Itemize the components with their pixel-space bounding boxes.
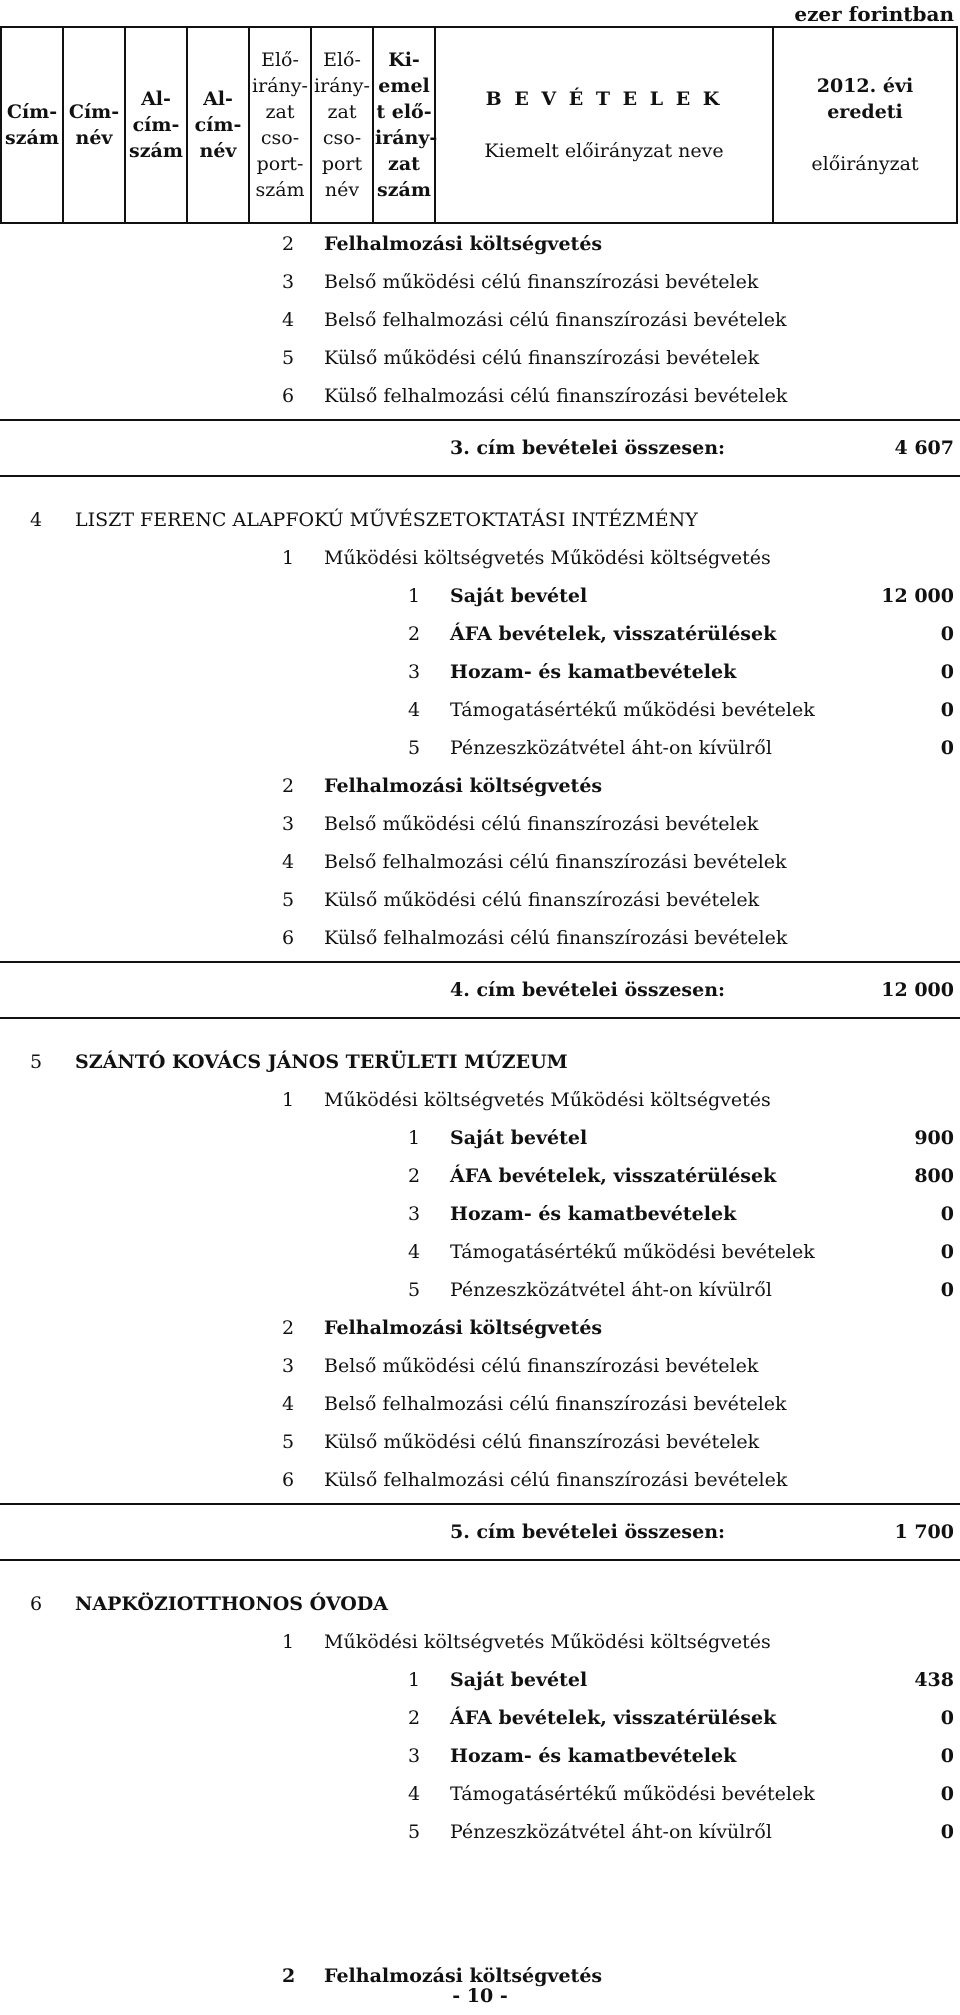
total-label: 5. cím bevételei összesen: <box>450 1521 726 1543</box>
row-number: 5 <box>282 1431 295 1453</box>
section-row <box>0 919 960 957</box>
item-number: 4 <box>408 1783 421 1805</box>
total-label: 3. cím bevételei összesen: <box>450 437 726 459</box>
row-number: 2 <box>282 1317 295 1339</box>
item-number: 2 <box>408 1707 421 1729</box>
row-label: Belső működési célú finanszírozási bevételek <box>324 1355 759 1377</box>
item-amount: 0 <box>940 1203 954 1225</box>
item-amount: 0 <box>940 737 954 759</box>
institution-row <box>0 1585 960 1623</box>
total-amount: 12 000 <box>881 979 954 1001</box>
revenue-item-row <box>0 1661 960 1699</box>
section-row <box>0 805 960 843</box>
section-row <box>0 539 960 577</box>
row-label: Működési költségvetés Működési költségvetés <box>324 1089 771 1111</box>
item-amount: 0 <box>940 1241 954 1263</box>
row-label: Működési költségvetés Működési költségvetés <box>324 1631 771 1653</box>
total-amount: 1 700 <box>894 1521 954 1543</box>
section-row <box>0 263 960 301</box>
row-label: Külső működési célú finanszírozási bevételek <box>324 347 760 369</box>
item-amount: 0 <box>940 1821 954 1843</box>
header-cimszam: Cím- szám <box>1 27 63 223</box>
section-row <box>0 843 960 881</box>
institution-row <box>0 501 960 539</box>
row-label: Külső működési célú finanszírozási bevételek <box>324 1431 760 1453</box>
section-row <box>0 301 960 339</box>
row-number: 5 <box>282 889 295 911</box>
row-label: Belső felhalmozási célú finanszírozási bevételek <box>324 1393 787 1415</box>
revenue-item-row <box>0 1157 960 1195</box>
row-number: 4 <box>282 309 295 331</box>
header-eloiranyzat-csoport-szam: Elő- irány- zat cso- port- szám <box>249 27 311 223</box>
revenue-item-row <box>0 653 960 691</box>
section-row <box>0 1623 960 1661</box>
section-row <box>0 1309 960 1347</box>
row-label: Külső működési célú finanszírozási bevételek <box>324 889 760 911</box>
table-header <box>0 26 958 224</box>
item-number: 5 <box>408 737 421 759</box>
item-amount: 0 <box>940 699 954 721</box>
section-row <box>0 767 960 805</box>
row-label: Külső felhalmozási célú finanszírozási bevételek <box>324 1469 788 1491</box>
row-number: 2 <box>282 1965 296 1987</box>
revenue-item-row <box>0 691 960 729</box>
header-bevetelek <box>435 27 773 223</box>
row-number: 6 <box>282 1469 295 1491</box>
item-number: 3 <box>408 1203 421 1225</box>
item-label: ÁFA bevételek, visszatérülések <box>450 1165 777 1187</box>
row-number: 5 <box>282 347 295 369</box>
revenue-item-row <box>0 1813 960 1851</box>
institution-name: SZÁNTÓ KOVÁCS JÁNOS TERÜLETI MÚZEUM <box>75 1051 568 1073</box>
section-row <box>0 1423 960 1461</box>
row-label: Belső működési célú finanszírozási bevételek <box>324 271 759 293</box>
revenue-item-row <box>0 1699 960 1737</box>
institution-number: 5 <box>30 1051 43 1073</box>
header-cimnev: Cím- név <box>63 27 125 223</box>
row-number: 6 <box>282 927 295 949</box>
item-amount: 12 000 <box>881 585 954 607</box>
row-number: 3 <box>282 1355 295 1377</box>
item-label: Pénzeszközátvétel áht-on kívülről <box>450 1279 772 1301</box>
spacer <box>0 477 960 501</box>
header-eloiranyzat-csoport-nev: Elő- irány- zat cso- port név <box>311 27 373 223</box>
row-label: Belső felhalmozási célú finanszírozási bevételek <box>324 309 787 331</box>
header-year-sub: előirányzat <box>811 153 919 175</box>
item-label: Saját bevétel <box>450 1127 588 1149</box>
revenue-item-row <box>0 1195 960 1233</box>
section-row <box>0 225 960 263</box>
item-number: 1 <box>408 1669 421 1691</box>
item-label: Támogatásértékű működési bevételek <box>450 1783 815 1805</box>
total-label: 4. cím bevételei összesen: <box>450 979 726 1001</box>
item-label: ÁFA bevételek, visszatérülések <box>450 1707 777 1729</box>
item-label: Pénzeszközátvétel áht-on kívülről <box>450 737 772 759</box>
institution-number: 4 <box>30 509 43 531</box>
row-label: Külső felhalmozási célú finanszírozási bevételek <box>324 927 788 949</box>
row-label: Felhalmozási költségvetés <box>324 1965 603 1987</box>
row-number: 1 <box>282 1631 295 1653</box>
item-number: 4 <box>408 699 421 721</box>
unit-label: ezer forintban <box>794 2 954 26</box>
header-alcimnev: Al- cím- név <box>187 27 249 223</box>
item-amount: 0 <box>940 1279 954 1301</box>
institution-name: LISZT FERENC ALAPFOKÚ MŰVÉSZETOKTATÁSI INTÉZMÉNY <box>75 509 698 531</box>
row-label: Felhalmozási költségvetés <box>324 1317 603 1339</box>
item-label: Támogatásértékű működési bevételek <box>450 699 815 721</box>
institution-name: NAPKÖZIOTTHONOS ÓVODA <box>75 1593 389 1615</box>
row-number: 2 <box>282 233 295 255</box>
item-label: ÁFA bevételek, visszatérülések <box>450 623 777 645</box>
revenue-item-row <box>0 1119 960 1157</box>
item-number: 1 <box>408 1127 421 1149</box>
item-number: 3 <box>408 661 421 683</box>
spacer <box>0 1019 960 1043</box>
row-label: Belső működési célú finanszírozási bevételek <box>324 813 759 835</box>
row-number: 3 <box>282 271 295 293</box>
table-body <box>0 225 960 1851</box>
item-label: Pénzeszközátvétel áht-on kívülről <box>450 1821 772 1843</box>
revenue-item-row <box>0 1737 960 1775</box>
item-amount: 438 <box>914 1669 954 1691</box>
item-label: Hozam- és kamatbevételek <box>450 1203 737 1225</box>
item-amount: 900 <box>914 1127 954 1149</box>
row-number: 4 <box>282 851 295 873</box>
item-label: Támogatásértékű működési bevételek <box>450 1241 815 1263</box>
item-number: 3 <box>408 1745 421 1767</box>
item-label: Hozam- és kamatbevételek <box>450 661 737 683</box>
item-amount: 0 <box>940 1707 954 1729</box>
row-number: 1 <box>282 547 295 569</box>
total-row <box>0 1503 960 1561</box>
row-label: Külső felhalmozási célú finanszírozási bevételek <box>324 385 788 407</box>
page-number: - 10 - <box>452 1985 508 2007</box>
revenue-item-row <box>0 729 960 767</box>
section-row <box>0 881 960 919</box>
section-row <box>0 1347 960 1385</box>
item-number: 2 <box>408 1165 421 1187</box>
total-amount: 4 607 <box>894 437 954 459</box>
row-number: 4 <box>282 1393 295 1415</box>
item-label: Saját bevétel <box>450 585 588 607</box>
header-alcimszam: Al- cím- szám <box>125 27 187 223</box>
item-number: 4 <box>408 1241 421 1263</box>
item-number: 5 <box>408 1821 421 1843</box>
section-row <box>0 377 960 415</box>
revenue-item-row <box>0 577 960 615</box>
item-amount: 800 <box>914 1165 954 1187</box>
section-row <box>0 1081 960 1119</box>
revenue-item-row <box>0 1271 960 1309</box>
total-row <box>0 419 960 477</box>
item-label: Hozam- és kamatbevételek <box>450 1745 737 1767</box>
header-year: 2012. évi eredeti <box>816 75 914 123</box>
item-amount: 0 <box>940 1783 954 1805</box>
revenue-item-row <box>0 1775 960 1813</box>
total-row <box>0 961 960 1019</box>
item-number: 2 <box>408 623 421 645</box>
item-label: Saját bevétel <box>450 1669 588 1691</box>
section-row <box>0 339 960 377</box>
item-number: 5 <box>408 1279 421 1301</box>
row-number: 3 <box>282 813 295 835</box>
row-number: 2 <box>282 775 295 797</box>
institution-row <box>0 1043 960 1081</box>
row-number: 1 <box>282 1089 295 1111</box>
item-amount: 0 <box>940 1745 954 1767</box>
header-kiemelt-szam: Ki- emel t elő- irány- zat szám <box>373 27 435 223</box>
header-bevetelek-title: B E V É T E L E K <box>485 88 723 110</box>
row-label: Felhalmozási költségvetés <box>324 233 603 255</box>
header-bevetelek-subtitle: Kiemelt előirányzat neve <box>484 140 724 162</box>
row-label: Működési költségvetés Működési költségvetés <box>324 547 771 569</box>
institution-number: 6 <box>30 1593 43 1615</box>
item-amount: 0 <box>940 661 954 683</box>
revenue-item-row <box>0 1233 960 1271</box>
revenue-item-row <box>0 615 960 653</box>
spacer <box>0 1561 960 1585</box>
row-label: Felhalmozási költségvetés <box>324 775 603 797</box>
item-amount: 0 <box>940 623 954 645</box>
item-number: 1 <box>408 585 421 607</box>
header-eloiranyzat <box>773 27 957 223</box>
section-row <box>0 1461 960 1499</box>
row-label: Belső felhalmozási célú finanszírozási bevételek <box>324 851 787 873</box>
section-row <box>0 1385 960 1423</box>
row-number: 6 <box>282 385 295 407</box>
